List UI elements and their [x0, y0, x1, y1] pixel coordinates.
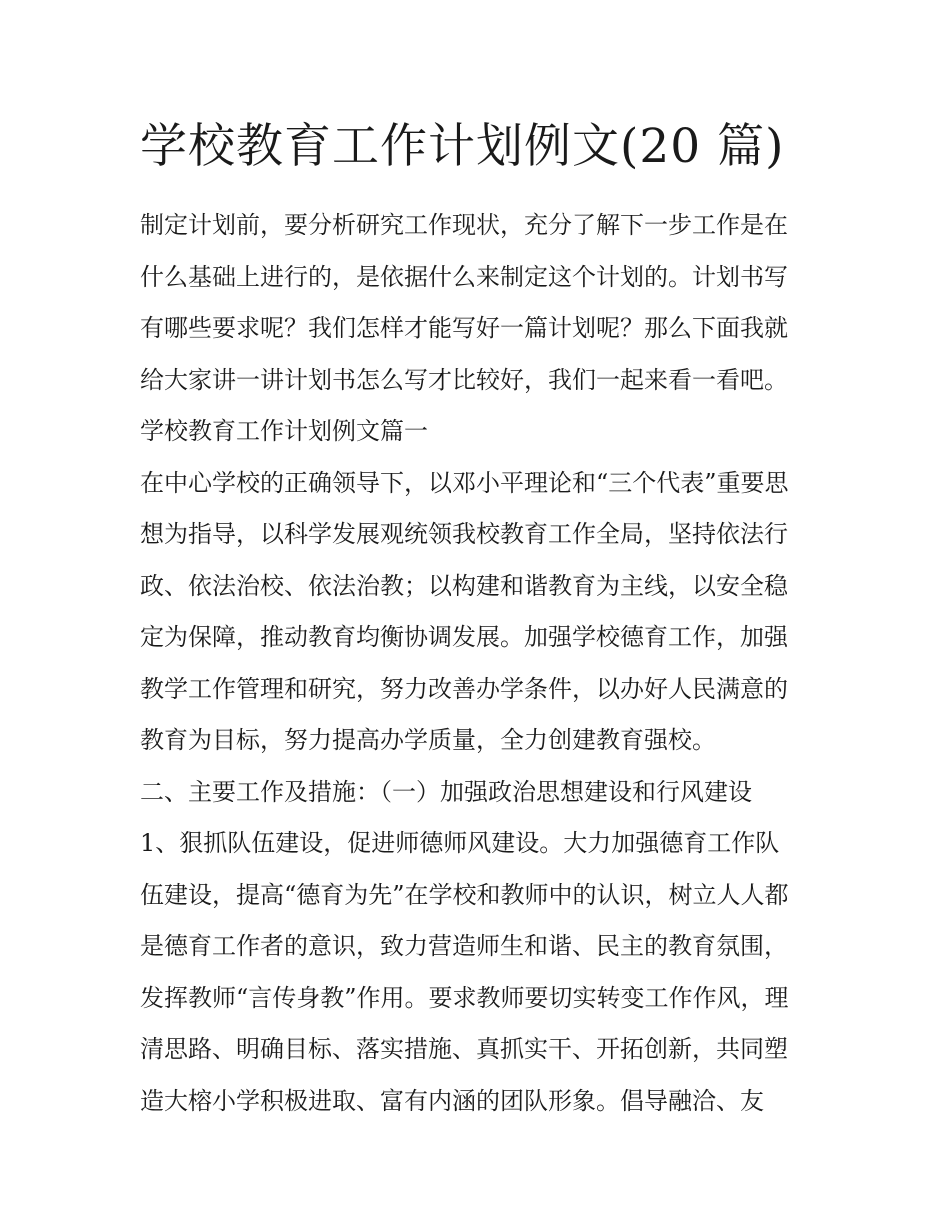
body-line: 清思路、明确目标、落实措施、真抓实干、开拓创新，共同塑: [140, 1035, 788, 1063]
body-line: 定为保障，推动教育均衡协调发展。加强学校德育工作，加强: [140, 623, 788, 651]
body-line: 政、依法治校、依法治教；以构建和谐教育为主线，以安全稳: [140, 571, 788, 600]
body-line: 伍建设，提高“德育为先”在学校和教师中的认识，树立人人都: [140, 880, 789, 909]
body-line: 二、主要工作及措施：（一）加强政治思想建设和行风建设: [140, 777, 752, 806]
section-heading: 学校教育工作计划例文篇一: [140, 417, 428, 445]
body-line: 1、狠抓队伍建设，促进师德师风建设。大力加强德育工作队: [140, 829, 780, 857]
body-line: 造大榕小学积极进取、富有内涵的团队形象。倡导融洽、友: [140, 1086, 764, 1115]
body-line: 给大家讲一讲计划书怎么写才比较好，我们一起来看一看吧。: [140, 365, 788, 394]
body-line: 在中心学校的正确领导下，以邓小平理论和“三个代表”重要思: [140, 468, 789, 497]
body-line: 有哪些要求呢？我们怎样才能写好一篇计划呢？那么下面我就: [140, 314, 788, 342]
body-line: 制定计划前，要分析研究工作现状，充分了解下一步工作是在: [140, 211, 788, 239]
body-line: 教学工作管理和研究，努力改善办学条件，以办好人民满意的: [140, 674, 788, 703]
body-line: 教育为目标，努力提高办学质量，全力创建教育强校。: [140, 726, 716, 754]
document-body: [140, 200, 820, 1127]
body-line: 什么基础上进行的，是依据什么来制定这个计划的。计划书写: [140, 262, 788, 291]
body-line: 想为指导，以科学发展观统领我校教育工作全局，坚持依法行: [140, 520, 788, 548]
body-line: 是德育工作者的意识，致力营造师生和谐、民主的教育氛围，: [140, 932, 788, 960]
body-line: 发挥教师“言传身教”作用。要求教师要切实转变工作作风，理: [140, 983, 789, 1012]
document-title: 学校教育工作计划例文(20 篇): [140, 119, 785, 174]
